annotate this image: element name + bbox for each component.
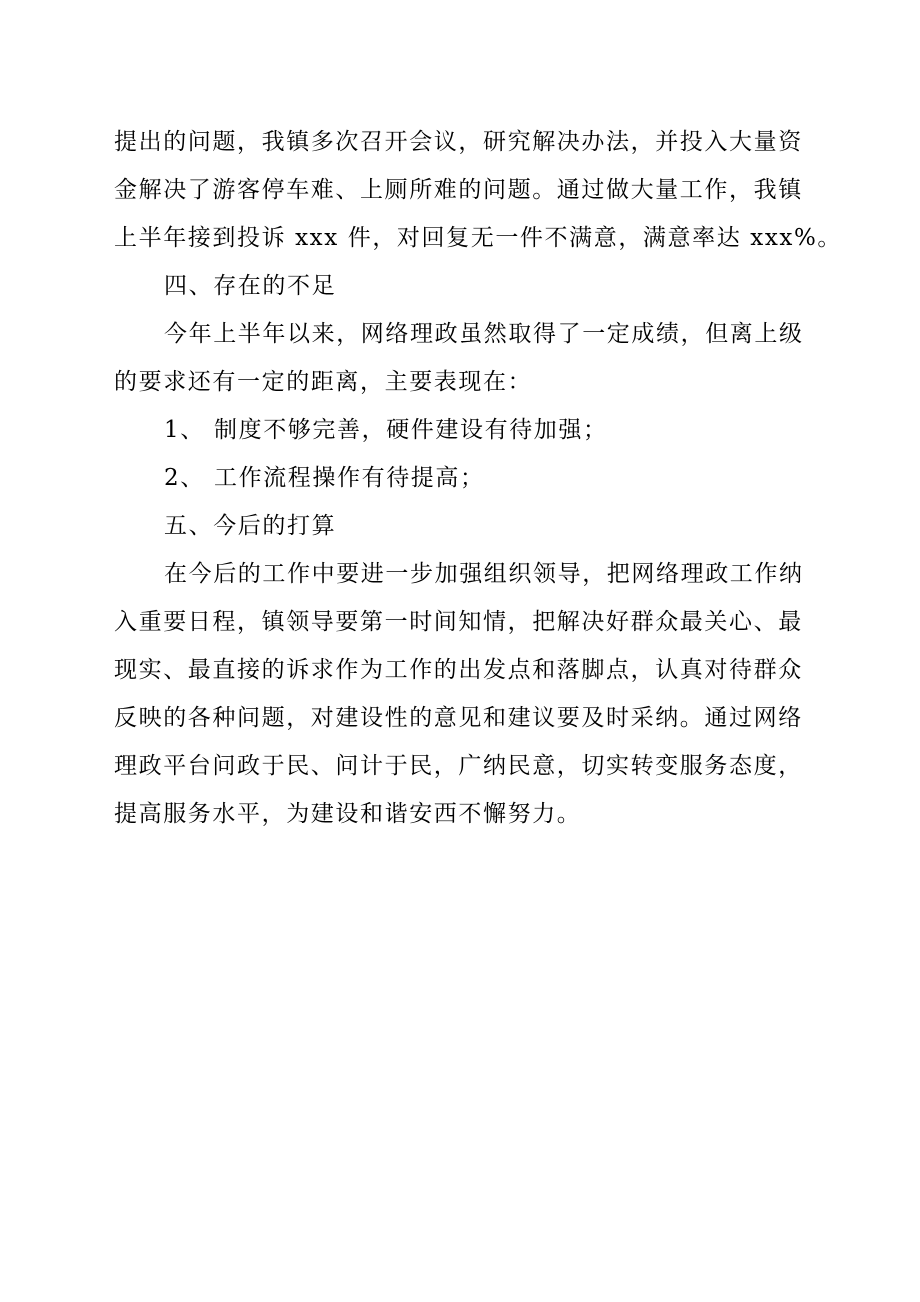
list-item-number: 2、 [164, 465, 205, 491]
list-item-text: 工作流程操作有待提高； [214, 465, 485, 491]
document-body [114, 118, 843, 838]
section-heading: 四、存在的不足 [164, 273, 337, 299]
section-heading: 五、今后的打算 [164, 513, 337, 539]
paragraph-line: 提高服务水平，为建设和谐安西不懈努力。 [114, 801, 582, 827]
list-item-text: 制度不够完善，硬件建设有待加强； [214, 417, 608, 443]
paragraph-line: 今年上半年以来，网络理政虽然取得了一定成绩，但离上级 [164, 321, 804, 347]
paragraph-line: 的要求还有一定的距离，主要表现在： [114, 369, 533, 395]
paragraph-line: 在今后的工作中要进一步加强组织领导，把网络理政工作纳 [164, 561, 804, 587]
paragraph-line: 现实、最直接的诉求作为工作的出发点和落脚点，认真对待群众 [114, 657, 803, 683]
paragraph-line: 入重要日程，镇领导要第一时间知情，把解决好群众最关心、最 [114, 609, 803, 635]
paragraph-line: 理政平台问政于民、问计于民，广纳民意，切实转变服务态度， [114, 753, 803, 779]
list-item [114, 406, 814, 454]
list-item [114, 454, 814, 502]
list-item-number: 1、 [164, 417, 205, 443]
paragraph-line: 金解决了游客停车难、上厕所难的问题。通过做大量工作，我镇 [114, 177, 803, 203]
paragraph-line: 反映的各种问题，对建设性的意见和建议要及时采纳。通过网络 [114, 705, 803, 731]
paragraph-line: 上半年接到投诉 xxx 件，对回复无一件不满意，满意率达 xxx%。 [114, 225, 843, 251]
paragraph-line: 提出的问题，我镇多次召开会议，研究解决办法，并投入大量资 [114, 129, 803, 155]
